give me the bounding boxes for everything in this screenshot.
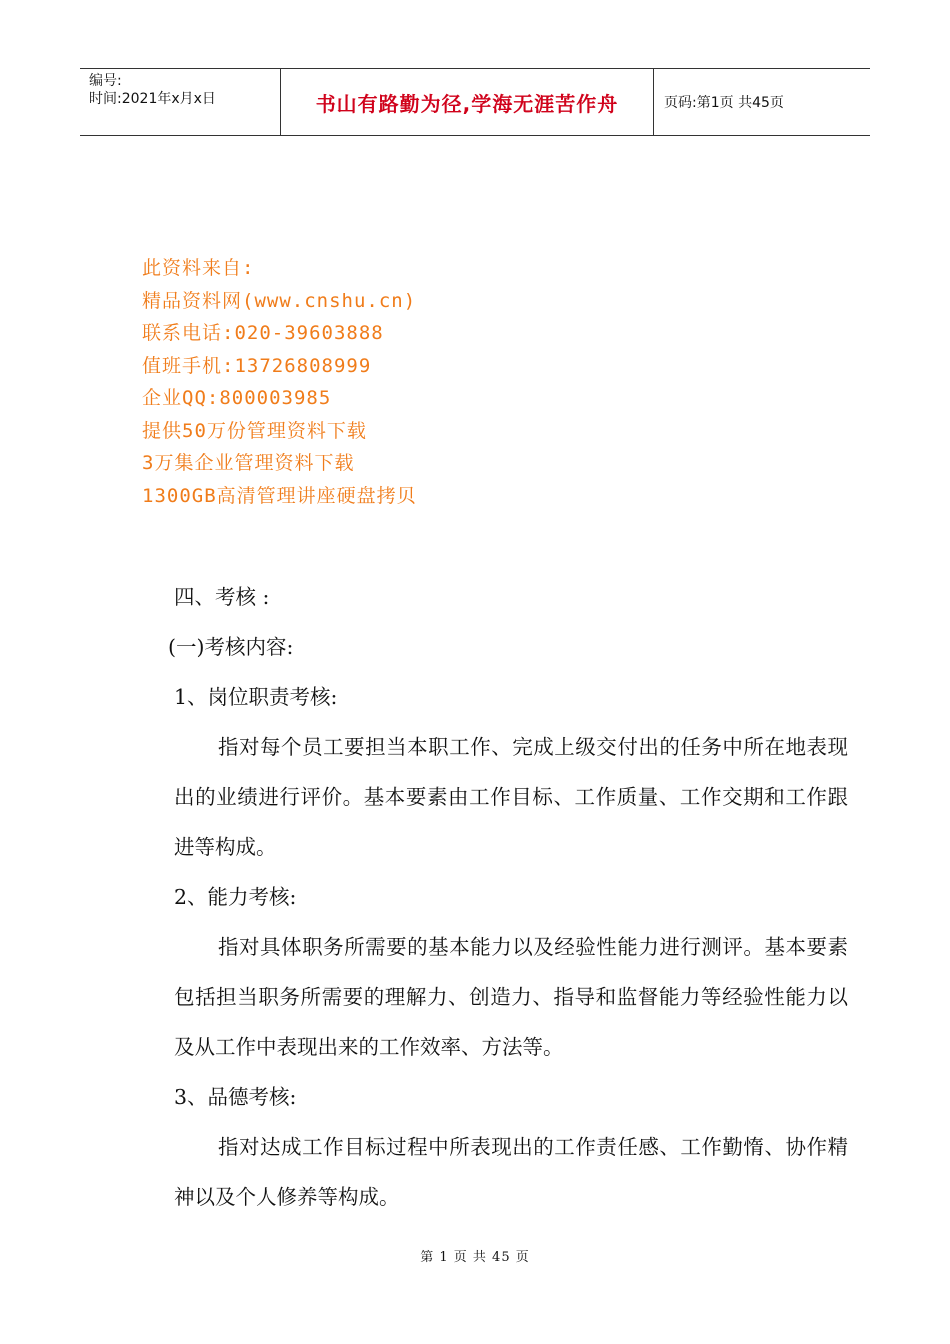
item-title: 3、品德考核: [174, 1085, 297, 1109]
ad-line: 值班手机:13726808999 [142, 354, 372, 377]
ad-line: 此资料来自: [142, 257, 255, 279]
header-page-info: 页码:第1页 共45页 [664, 95, 784, 111]
ad-line: 提供50万份管理资料下载 [142, 419, 367, 442]
serial-number-label: 编号: [89, 73, 122, 89]
item-title: 2、能力考核: [174, 885, 297, 909]
item-paragraph: 指对每个员工要担当本职工作、完成上级交付出的任务中所在地表现出的业绩进行评价。基本要素由工作目标、工作质量、工作交期和工作跟进等构成。 [174, 735, 848, 859]
header-motto-cell [281, 69, 654, 135]
date-line: 时间:2021年x月x日 [89, 91, 216, 107]
page-header [80, 68, 870, 136]
ad-line: 联系电话:020-39603888 [142, 322, 384, 344]
ad-block [142, 252, 417, 512]
subsection-title: (一)考核内容: [168, 635, 294, 659]
header-page-cell [654, 69, 870, 135]
ad-line: 企业QQ:800003985 [142, 387, 332, 409]
ad-line: 精品资料网(www.cnshu.cn) [142, 289, 417, 312]
header-meta [80, 69, 281, 135]
item-paragraph: 指对具体职务所需要的基本能力以及经验性能力进行测评。基本要素包括担当职务所需要的理解力、创造力、指导和监督能力等经验性能力以及从工作中表现出来的工作效率、方法等。 [174, 935, 848, 1059]
item-paragraph: 指对达成工作目标过程中所表现出的工作责任感、工作勤惰、协作精神以及个人修养等构成。 [174, 1135, 848, 1209]
item-title: 1、岗位职责考核: [174, 685, 338, 709]
section-title: 四、考核 : [174, 585, 270, 609]
motto: 书山有路勤为径,学海无涯苦作舟 [315, 91, 619, 116]
document-body [168, 572, 848, 1222]
ad-line: 3万集企业管理资料下载 [142, 452, 355, 474]
page-footer: 第 1 页 共 45 页 [420, 1250, 530, 1265]
ad-line: 1300GB高清管理讲座硬盘拷贝 [142, 484, 417, 507]
